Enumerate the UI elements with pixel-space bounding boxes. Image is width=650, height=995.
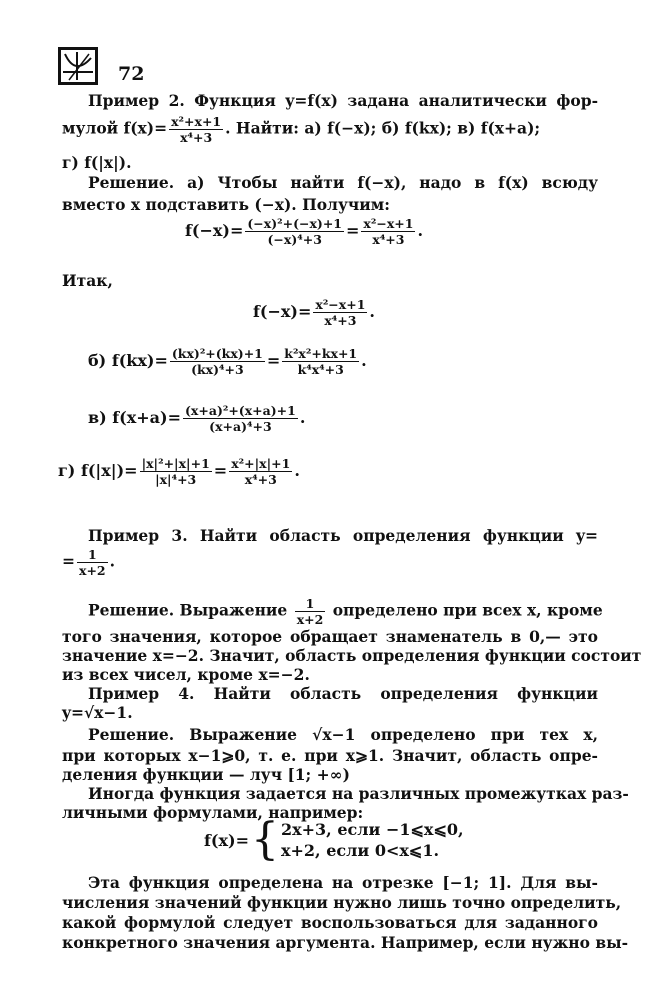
case-2: x+2, если 0<x⩽1. [280, 841, 440, 860]
solution-4-line-4: Иногда функция задается на различных промежутках раз- [88, 784, 629, 803]
case-1: 2x+3, если −1⩽x⩽0, [280, 820, 464, 839]
solution-4-line-9: конкретного значения аргумента. Например, если нужно вы- [62, 933, 629, 952]
equation-f-abs-x: г) f(|x|)= $\frac{\text{|x|²+|x|+1}}{\text{|x|⁴+3}}$ = $\frac{\text{x²+|x|+1}}{\text{x⁴+3}}$ . [58, 456, 300, 487]
solution-4-line-3: деления функции — луч [1; +∞) [62, 765, 350, 784]
example-3-line-1: Пример 3. Найти область определения функции y= [88, 526, 598, 545]
equation-f-minus-x-full: f(−x)= $\frac{\text{(−x)²+(−x)+1}}{\text{(−x)⁴+3}}$ = $\frac{\text{x²−x+1}}{\text{x⁴+3}}$ . [185, 216, 424, 247]
solution-3-line-4: из всех чисел, кроме x=−2. [62, 665, 310, 684]
solution-2-line-1: Решение. а) Чтобы найти f(−x), надо в f(x) всюду [88, 173, 598, 192]
solution-4-line-7: числения значений функции нужно лишь точно определить, [62, 893, 622, 912]
example-2-line-2: мулой f(x)= $\frac{\text{x²+x+1}}{\text{x⁴+3}}$ . Найти: а) f(−x); б) f(kx); в) f(x+a); [62, 114, 541, 145]
equation-f-minus-x-result: f(−x)= $\frac{\text{x²−x+1}}{\text{x⁴+3}}$ . [253, 297, 375, 328]
example-4-line-1: Пример 4. Найти область определения функции [88, 684, 598, 703]
example-4-line-2: y=√x−1. [62, 703, 133, 722]
example-2-line-1: Пример 2. Функция y=f(x) задана аналитически фор- [88, 91, 598, 110]
itak-label: Итак, [62, 271, 113, 290]
example-3-line-2: = $\frac{1}{x+2}$ . [62, 547, 116, 578]
function-graph-logo-icon [58, 47, 98, 85]
solution-4-line-1: Решение. Выражение √x−1 определено при тех x, [88, 725, 598, 744]
solution-3-line-1: Решение. Выражение $\frac{1}{x+2}$ определено при всех x, кроме [88, 596, 603, 627]
left-brace-icon: { [250, 814, 279, 865]
solution-3-line-3: значение x=−2. Значит, область определения функции состоит [62, 646, 642, 665]
piecewise-function: f(x)={ 2x+3, если −1⩽x⩽0, x+2, если 0<x⩽1. [204, 814, 464, 865]
solution-4-line-5: личными формулами, например: [62, 803, 364, 822]
example-2-fraction: $\frac{\text{x²+x+1}}{\text{x⁴+3}}$ [171, 114, 222, 145]
solution-4-line-6: Эта функция определена на отрезке [−1; 1]. Для вы- [88, 873, 598, 892]
page-number: 72 [118, 63, 145, 85]
solution-3-line-2: того значения, которое обращает знаменатель в 0,— это [62, 627, 598, 646]
solution-2-line-2: вместо x подставить (−x). Получим: [62, 195, 390, 214]
solution-4-line-8: какой формулой следует воспользоваться для заданного [62, 913, 598, 932]
equation-f-kx: б) f(kx)= $\frac{\text{(kx)²+(kx)+1}}{\text{(kx)⁴+3}}$ = $\frac{\text{k²x²+kx+1}}{\text{k⁴x⁴+3}}$ . [88, 346, 367, 377]
solution-4-line-2: при которых x−1⩾0, т. е. при x⩾1. Значит, область опре- [62, 746, 598, 765]
example-2-line-3: г) f(|x|). [62, 153, 132, 172]
equation-f-x-plus-a: в) f(x+a)= $\frac{\text{(x+a)²+(x+a)+1}}{\text{(x+a)⁴+3}}$ . [88, 403, 306, 434]
